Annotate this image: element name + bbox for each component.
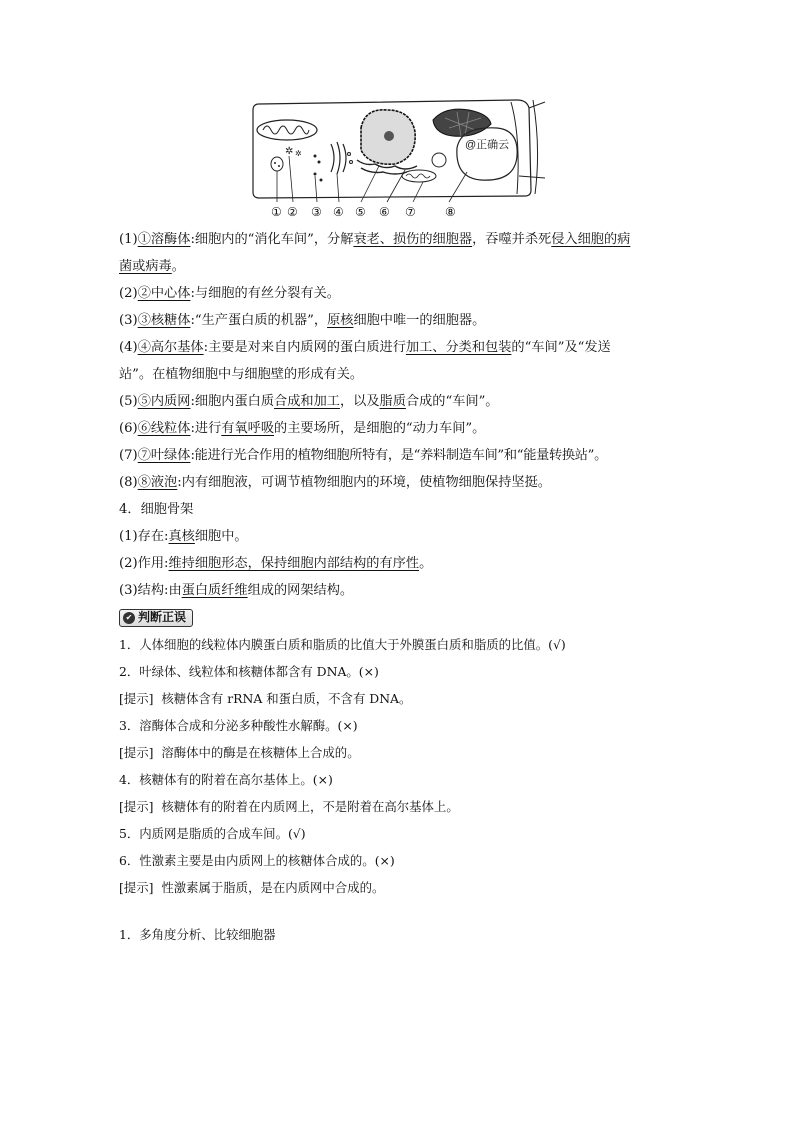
organelle-name: ③核糖体	[137, 313, 191, 328]
nucleolus	[384, 131, 394, 141]
cell-wall-edge	[529, 102, 545, 108]
figure-label-7: ⑦	[405, 205, 416, 219]
hint-tag: [提示]	[119, 691, 154, 706]
judge-hint-6	[119, 874, 689, 901]
judge-badge	[119, 609, 193, 627]
item-prefix: (2)	[119, 286, 138, 301]
item-text: ，以及	[339, 394, 380, 409]
centrosome-mark: ✲	[285, 146, 294, 157]
organelle-item-5	[119, 388, 689, 415]
golgi-cisterna	[343, 144, 346, 172]
item-text: 。	[171, 259, 185, 274]
hint-text: 核糖体有的附着在内质网上，不是附着在高尔基体上。	[161, 799, 459, 814]
ribosome-dot	[318, 161, 321, 164]
item-text: 细胞中唯一的细胞器。	[353, 313, 486, 328]
hint-tag: [提示]	[119, 799, 154, 814]
cytoskeleton-structure	[119, 577, 689, 604]
item-prefix: (4)	[119, 340, 138, 355]
item-underline: 有氧呼吸	[221, 421, 275, 436]
figure-label-8: ⑧	[445, 205, 456, 219]
organelle-name: ⑦叶绿体	[137, 448, 191, 463]
item-text: :细胞内蛋白质	[190, 394, 275, 409]
judge-item-2: 2．叶绿体、线粒体和核糖体都含有 DNA。(×)	[119, 664, 379, 679]
organelle-item-8	[119, 469, 689, 496]
ribosome-dot	[314, 155, 317, 158]
item-text: 的“车间”及“发送	[511, 340, 611, 355]
item-text: (2)作用:	[119, 556, 169, 571]
organelle-item-1	[119, 226, 689, 253]
organelle-item-1-cont	[119, 253, 689, 280]
golgi-cisterna	[337, 142, 340, 174]
mitochondrion-cristae	[263, 126, 309, 134]
lysosome	[271, 157, 283, 171]
item-underline: 加工、分类和包装	[405, 340, 512, 355]
leader-line-2	[289, 156, 293, 202]
item-text: 合成的“车间”。	[405, 394, 499, 409]
golgi-vesicle	[348, 153, 351, 156]
cell-wall-outer	[533, 100, 538, 194]
hint-tag: [提示]	[119, 745, 154, 760]
item-text: :与细胞的有丝分裂有关。	[190, 286, 340, 301]
centrosome-mark: ✲	[295, 149, 302, 158]
item-underline: 合成和加工	[274, 394, 340, 409]
item-text: (3)结构:由	[119, 583, 182, 598]
item-text: 站”。在植物细胞中与细胞壁的形成有关。	[119, 367, 364, 382]
item-text: ，吞噬并杀死	[472, 232, 552, 247]
item-text: :“生产蛋白质的机器”，	[190, 313, 328, 328]
golgi-cisterna	[331, 144, 334, 172]
figure-label-2: ②	[287, 205, 298, 219]
organelle-name: ④高尔基体	[137, 340, 204, 355]
cell-wall-edge-2	[519, 176, 545, 178]
figure-label-1: ①	[271, 205, 282, 219]
organelle-name: ⑤内质网	[137, 394, 191, 409]
mitochondrion-small	[402, 170, 436, 182]
item-prefix: (5)	[119, 394, 138, 409]
organelle-item-7	[119, 442, 689, 469]
ribosome-dot	[314, 173, 317, 176]
item-underline: 衰老、损伤的细胞器	[353, 232, 473, 247]
organelle-name: ①溶酶体	[137, 232, 191, 247]
item-underline: 蛋白质纤维	[181, 583, 248, 598]
organelle-name: ⑥线粒体	[137, 421, 191, 436]
judge-hint-4	[119, 793, 689, 820]
item-text: 的主要场所，是细胞的“动力车间”。	[274, 421, 486, 436]
vesicle	[432, 153, 446, 167]
item-prefix: (6)	[119, 421, 138, 436]
section2-heading: 1．多角度分析、比较细胞器	[119, 927, 276, 942]
cytoskeleton-heading: 4．细胞骨架	[119, 502, 194, 517]
judge-item-4: 4．核糖体有的附着在高尔基体上。(×)	[119, 772, 333, 787]
judge-item-1: 1．人体细胞的线粒体内膜蛋白质和脂质的比值大于外膜蛋白质和脂质的比值。(√)	[119, 637, 566, 652]
organelle-item-6	[119, 415, 689, 442]
organelle-name: ⑧液泡	[137, 475, 178, 490]
hint-text: 核糖体含有 rRNA 和蛋白质，不含有 DNA。	[161, 691, 412, 706]
judge-badge-label: 判断正误	[138, 610, 187, 624]
figure-label-3: ③	[311, 205, 322, 219]
figure-label-4: ④	[333, 205, 344, 219]
hint-text: 溶酶体中的酶是在核糖体上合成的。	[161, 745, 360, 760]
item-underline: 维持细胞形态，保持细胞内部结构的有序性	[168, 556, 420, 571]
item-text: 。	[419, 556, 433, 571]
item-text: :主要是对来自内质网的蛋白质进行	[203, 340, 406, 355]
item-text: :内有细胞液，可调节植物细胞内的环境，使植物细胞保持坚挺。	[177, 475, 551, 490]
chloroplast	[433, 109, 491, 136]
organelle-item-2	[119, 280, 689, 307]
figure-label-6: ⑥	[379, 205, 390, 219]
mitochondrion-small-cristae	[406, 174, 430, 178]
judge-item-5: 5．内质网是脂质的合成车间。(√)	[119, 826, 306, 841]
check-icon: ✔	[123, 612, 135, 624]
item-underline: 侵入细胞的病	[551, 232, 631, 247]
cytoskeleton-exist	[119, 523, 689, 550]
item-prefix: (8)	[119, 475, 138, 490]
item-underline: 菌或病毒	[119, 259, 172, 274]
watermark-text: @正确云	[465, 139, 510, 151]
item-underline: 原核	[327, 313, 354, 328]
ribosome-dot	[320, 179, 323, 182]
lysosome-dot	[274, 162, 276, 164]
document-body	[119, 226, 689, 948]
item-text: :能进行光合作用的植物细胞所特有，是“养料制造车间”和“能量转换站”。	[190, 448, 607, 463]
judge-badge-row	[119, 604, 689, 631]
leader-line-8	[449, 172, 467, 202]
item-text: 细胞中。	[194, 529, 248, 544]
leader-line-7	[413, 182, 423, 202]
hint-text: 性激素属于脂质，是在内质网中合成的。	[161, 880, 385, 895]
organelle-item-3	[119, 307, 689, 334]
golgi-vesicle	[350, 161, 353, 164]
item-text: :进行	[190, 421, 222, 436]
organelle-name: ②中心体	[137, 286, 191, 301]
lysosome-dot	[278, 165, 280, 167]
figure-label-5: ⑤	[355, 205, 366, 219]
organelle-item-4-cont	[119, 361, 689, 388]
item-text: :细胞内的“消化车间”，分解	[190, 232, 354, 247]
cell-diagram	[249, 98, 549, 220]
hint-tag: [提示]	[119, 880, 154, 895]
judge-item-3: 3．溶酶体合成和分泌多种酸性水解酶。(×)	[119, 718, 358, 733]
judge-hint-3	[119, 739, 689, 766]
organelle-item-4	[119, 334, 689, 361]
spacer	[119, 901, 689, 921]
item-underline: 脂质	[379, 394, 406, 409]
judge-hint-2	[119, 685, 689, 712]
item-prefix: (3)	[119, 313, 138, 328]
item-prefix: (7)	[119, 448, 138, 463]
cytoskeleton-function	[119, 550, 689, 577]
item-text: (1)存在:	[119, 529, 169, 544]
judge-item-6: 6．性激素主要是由内质网上的核糖体合成的。(×)	[119, 853, 395, 868]
item-prefix: (1)	[119, 232, 138, 247]
cell-diagram-svg	[249, 98, 549, 220]
item-underline: 真核	[168, 529, 195, 544]
item-text: 组成的网架结构。	[247, 583, 354, 598]
